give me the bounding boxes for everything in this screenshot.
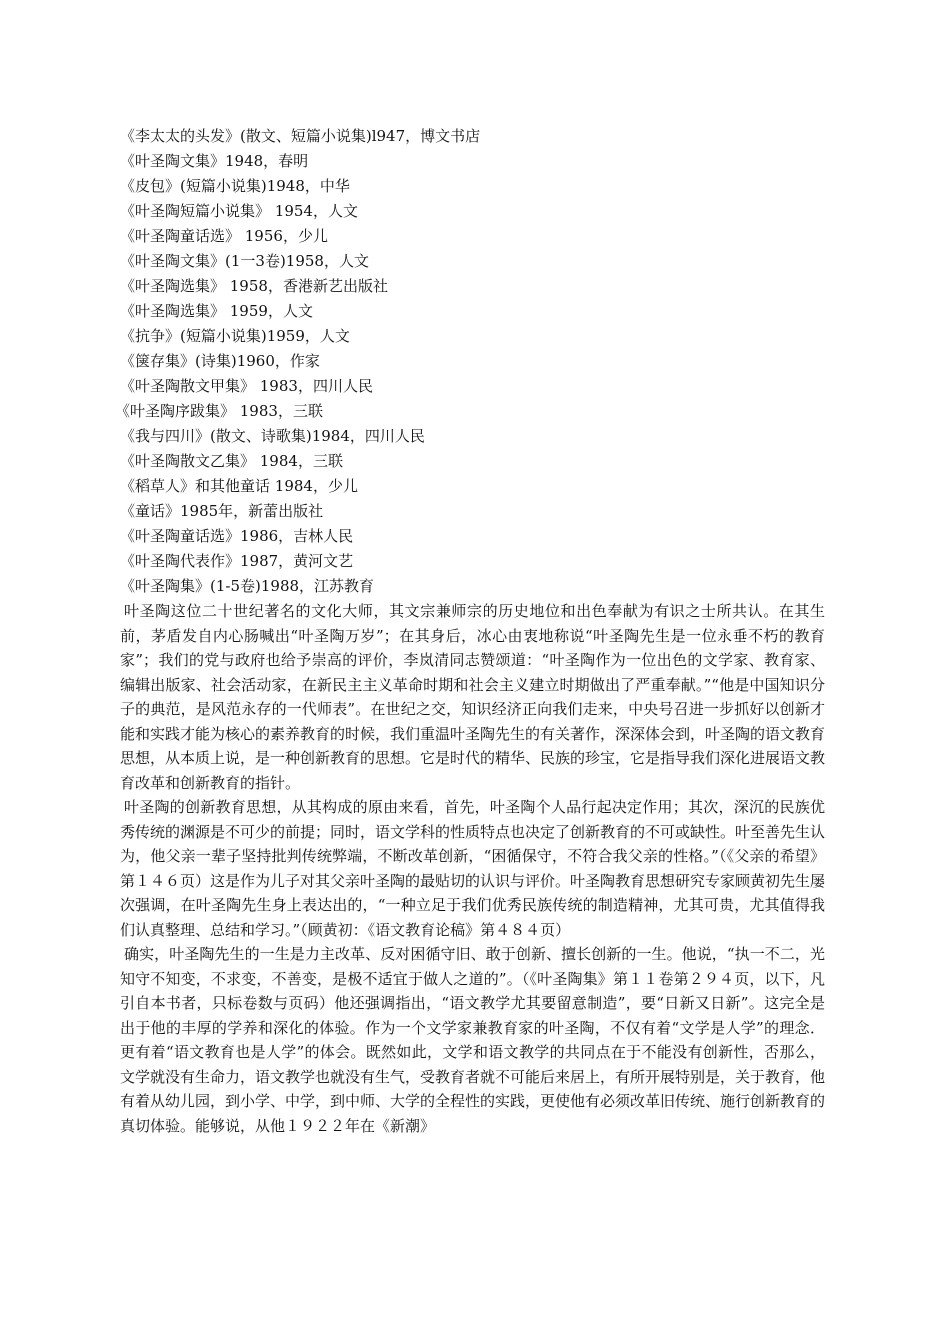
- bibliography-item: 《箧存集》(诗集)1960，作家: [120, 352, 320, 370]
- bibliography-item: 《皮包》(短篇小说集)1948，中华: [120, 177, 350, 195]
- bibliography-item: 《稻草人》和其他童话 1984，少儿: [120, 477, 358, 495]
- bibliography-item: 《我与四川》(散文、诗歌集)1984，四川人民: [120, 427, 425, 445]
- bibliography-item: 《叶圣陶选集》 1958，香港新艺出版社: [120, 277, 388, 295]
- bibliography-item: 《叶圣陶文集》1948，春明: [120, 152, 309, 170]
- bibliography-item: 《叶圣陶童话选》 1956，少儿: [120, 227, 328, 245]
- body-paragraph: 确实，叶圣陶先生的一生是力主改革、反对困循守旧、敢于创新、擅长创新的一生。他说，“执一不二，光知守不知变，不求变，不善变，是极不适宜于做人之道的”。（《叶圣陶集》第１１卷第２９４页，以下，凡引自本书者，只标卷数与页码）他还强调指出，“语文教学尤其要留意制造”，要“日新又日新”。这完全是出于他的丰厚的学养和深化的体验。作为一个文学家兼教育家的叶圣陶，不仅有着“文学是人学”的理念．更有着“语文教育也是人学”的体会。既然如此，文学和语文教学的共同点在于不能没有创新性，否那么，文学就没有生命力，语文教学也就没有生气，受教育者就不可能后来居上，有所开展特别是，关于教育，他有着从幼儿园，到小学、中学，到中师、大学的全程性的实践，更使他有必须改革旧传统、施行创新教育的真切体验。能够说，从他１９２２年在《新潮》: [120, 945, 826, 1135]
- bibliography-item: 《叶圣陶散文甲集》 1983，四川人民: [120, 377, 373, 395]
- bibliography-item: 《李太太的头发》(散文、短篇小说集)l947，博文书店: [120, 127, 481, 145]
- bibliography-item: 《叶圣陶选集》 1959，人文: [120, 302, 313, 320]
- bibliography-item: 《叶圣陶童话选》1986，吉林人民: [120, 527, 354, 545]
- bibliography-item: 《童话》1985年，新蕾出版社: [120, 502, 324, 520]
- bibliography-item: 《叶圣陶代表作》1987，黄河文艺: [120, 552, 354, 570]
- bibliography-item: 《抗争》(短篇小说集)1959，人文: [120, 327, 350, 345]
- body-paragraph: 叶圣陶的创新教育思想，从其构成的原由来看，首先，叶圣陶个人品行起决定作用；其次，深沉的民族优秀传统的渊源是不可少的前提；同时，语文学科的性质特点也决定了创新教育的不可或缺性。叶至善先生认为，他父亲一辈子坚持批判传统弊端，不断改革创新，“困循保守，不符合我父亲的性格。”（《父亲的希望》第１４６页）这是作为儿子对其父亲叶圣陶的最贴切的认识与评价。叶圣陶教育思想研究专家顾黄初先生屡次强调，在叶圣陶先生身上表达出的，“一种立足于我们优秀民族传统的制造精神，尤其可贵，尤其值得我们认真整理、总结和学习。”（顾黄初：《语文教育论稿》第４８４页）: [120, 798, 826, 939]
- bibliography-item: 《叶圣陶序跋集》 1983，三联: [115, 402, 323, 420]
- document-body: [115, 124, 826, 1138]
- bibliography-list: [115, 124, 825, 599]
- body-paragraph: 叶圣陶这位二十世纪著名的文化大师，其文宗兼师宗的历史地位和出色奉献为有识之士所共认。在其生前，茅盾发自内心肠喊出“叶圣陶万岁”；在其身后，冰心由衷地称说“叶圣陶先生是一位永垂不朽的教育家”；我们的党与政府也给予崇高的评价，李岚清同志赞颂道：“叶圣陶作为一位出色的文学家、教育家、编辑出版家、社会活动家，在新民主主义革命时期和社会主义建立时期做出了严重奉献。”“他是中国知识分子的典范，是风范永存的一代师表”。在世纪之交，知识经济正向我们走来，中央号召进一步抓好以创新才能和实践才能为核心的素养教育的时候，我们重温叶圣陶先生的有关著作，深深体会到，叶圣陶的语文教育思想，从本质上说，是一种创新教育的思想。它是时代的精华、民族的珍宝，它是指导我们深化进展语文教育改革和创新教育的指针。: [120, 602, 826, 792]
- bibliography-item: 《叶圣陶散文乙集》 1984，三联: [120, 452, 343, 470]
- bibliography-item: 《叶圣陶短篇小说集》 1954，人文: [120, 202, 358, 220]
- bibliography-item: 《叶圣陶文集》(1一3卷)1958，人文: [120, 252, 369, 270]
- bibliography-item: 《叶圣陶集》(1-5卷)1988，江苏教育: [120, 577, 375, 595]
